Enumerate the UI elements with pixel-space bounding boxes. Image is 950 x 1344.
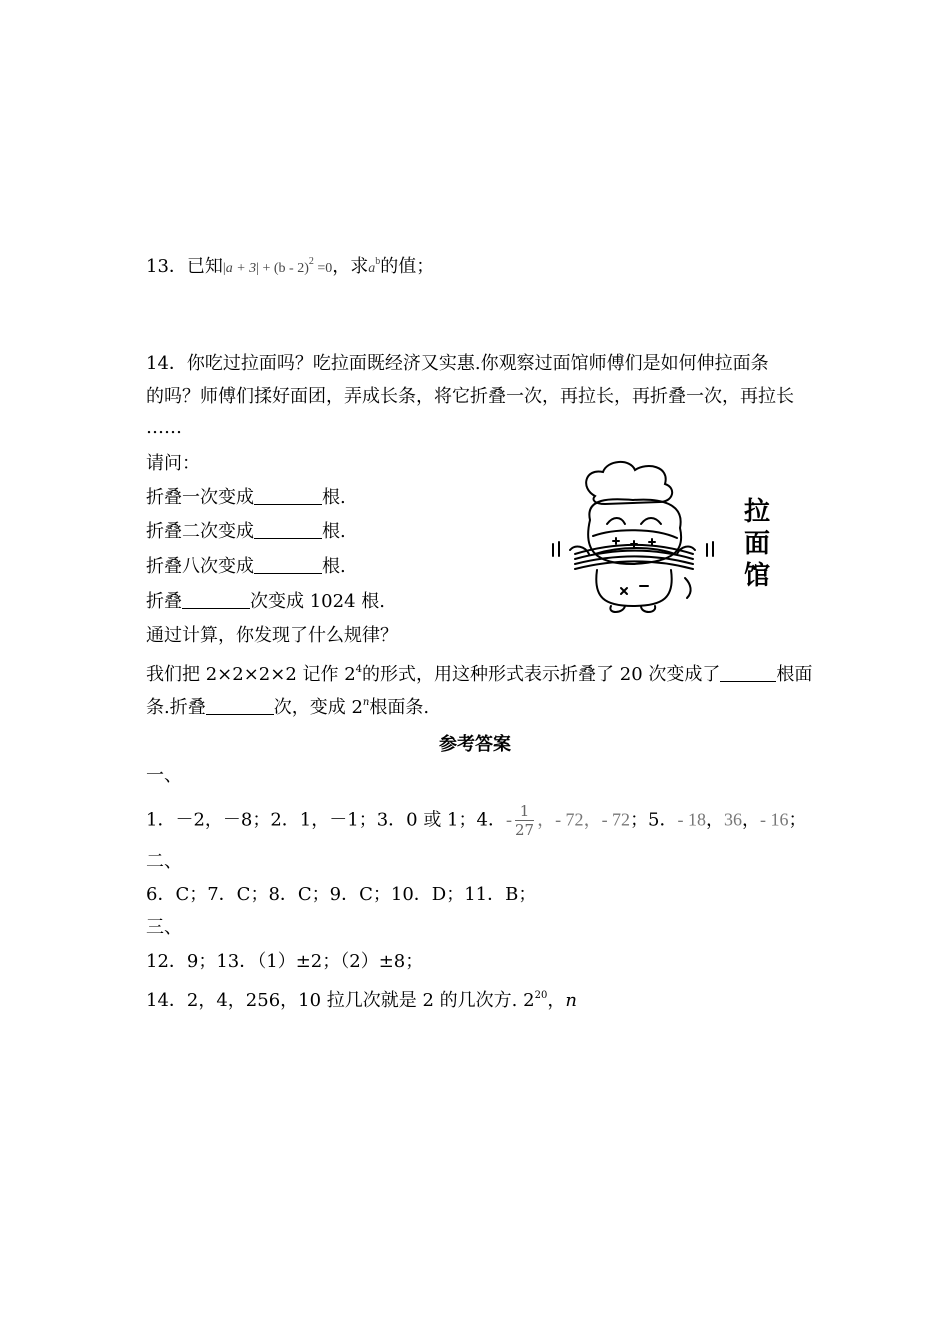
notation-question: 的形式，用这种形式表示折叠了 20 次变成了	[362, 664, 721, 685]
q14-fold-1	[146, 486, 346, 510]
noodle-chef-icon	[535, 458, 795, 618]
q13-rest-expr: + (b - 2)	[258, 261, 309, 276]
fold-8-blank	[254, 555, 322, 574]
q14-notation	[146, 658, 812, 687]
caption-char-3: 馆	[743, 561, 771, 591]
last-unit: 根面条.	[369, 697, 430, 718]
answers-section-1: 一、	[146, 765, 182, 786]
a1-sep-4: ，	[742, 809, 761, 831]
q14-last	[146, 691, 429, 720]
last-blank	[206, 696, 274, 715]
fold-2-text: 折叠二次变成	[146, 521, 254, 542]
fold-1-text: 折叠一次变成	[146, 487, 254, 508]
a1-value-2: - 72	[601, 809, 631, 830]
q14-fold-n	[146, 590, 385, 614]
notation-blank	[720, 663, 776, 682]
q13-mid: ，求	[332, 256, 369, 277]
q13-eq: =0	[313, 261, 333, 276]
q13-abs-expr: a + 3	[225, 261, 257, 276]
q13-number: 13．	[146, 256, 187, 277]
a4-exp: 20	[534, 990, 548, 1001]
answers-line-3: 12．9；13．（1）±2；（2）±8；	[146, 951, 424, 972]
question-13	[146, 250, 434, 281]
q13-exp: 2	[308, 256, 314, 267]
q14-fold-8	[146, 555, 346, 579]
q14-ask: 请问：	[146, 453, 200, 474]
a1-value-5: - 16	[760, 809, 789, 830]
fold-8-unit: 根.	[322, 556, 346, 577]
answers-line-4	[146, 984, 577, 1013]
q14-line-2: 的吗？师傅们揉好面团，弄成长条，将它折叠一次，再拉长，再折叠一次，再拉长	[146, 386, 794, 407]
a1-value-1: - 72	[555, 809, 584, 830]
notation-unit: 根面	[776, 664, 813, 685]
fold-n-text: 折叠	[146, 591, 182, 612]
last-exp: n	[362, 697, 370, 708]
fold-n-blank	[182, 590, 250, 609]
answers-section-3: 三、	[146, 917, 182, 938]
a1-minus: -	[505, 809, 512, 830]
fold-8-text: 折叠八次变成	[146, 556, 254, 577]
fold-2-unit: 根.	[322, 521, 346, 542]
a1-sep-1: ，	[537, 809, 556, 830]
caption-char-2: 面	[743, 529, 771, 559]
a1-text: 1．－2，－8；2．1，－1；3．0 或 1；4．	[146, 809, 506, 831]
noodle-chef-illustration	[535, 458, 795, 618]
q14-line-1: 14．你吃过拉面吗？吃拉面既经济又实惠.你观察过面馆师傅们是如何伸拉面条	[146, 353, 769, 374]
a1-q5: ；5．	[630, 809, 678, 831]
q14-fold-2	[146, 520, 346, 544]
a1-denominator: 27	[514, 821, 535, 839]
a1-value-4: 36	[724, 809, 743, 830]
answers-line-1	[146, 802, 807, 839]
q13-formula: |a + 3| + (b - 2)$^2$ =0	[222, 256, 333, 276]
fold-1-unit: 根.	[322, 487, 346, 508]
a1-fraction	[515, 802, 534, 839]
a1-value-3: - 18	[677, 809, 707, 830]
notation-text: 我们把 2×2×2×2 记作 2	[146, 664, 356, 685]
q13-suffix: 的值；	[380, 256, 435, 277]
a4-text: 14．2，4，256，10 拉几次就是 2 的几次方. 2	[146, 990, 535, 1011]
a4-sep: ，	[547, 990, 566, 1011]
fold-n-result: 次变成 1024 根.	[250, 591, 385, 612]
answers-section-2: 二、	[146, 851, 182, 872]
answers-line-2: 6．C；7．C；8．C；9．C；10．D；11．B；	[146, 884, 537, 905]
answers-title: 参考答案	[439, 734, 511, 755]
q14-line-3: ……	[146, 417, 182, 438]
a1-sep-3: ，	[706, 809, 725, 831]
caption-char-1: 拉	[743, 497, 771, 527]
a1-numerator: 1	[515, 802, 534, 821]
a4-n: n	[565, 990, 577, 1011]
q13-power	[368, 256, 381, 276]
fold-1-blank	[254, 486, 322, 505]
q14-rule: 通过计算，你发现了什么规律？	[146, 625, 398, 646]
fold-2-blank	[254, 520, 322, 539]
q13-power-exp: b	[375, 256, 381, 267]
last-mid: 次，变成 2	[273, 697, 363, 718]
notation-exp: 4	[355, 664, 363, 675]
a1-sep-2: ，	[583, 809, 602, 830]
a1-end: ；	[788, 809, 807, 831]
q13-prefix: 已知	[186, 256, 223, 277]
last-text: 条.折叠	[146, 697, 206, 718]
q13-base: a	[368, 261, 376, 276]
